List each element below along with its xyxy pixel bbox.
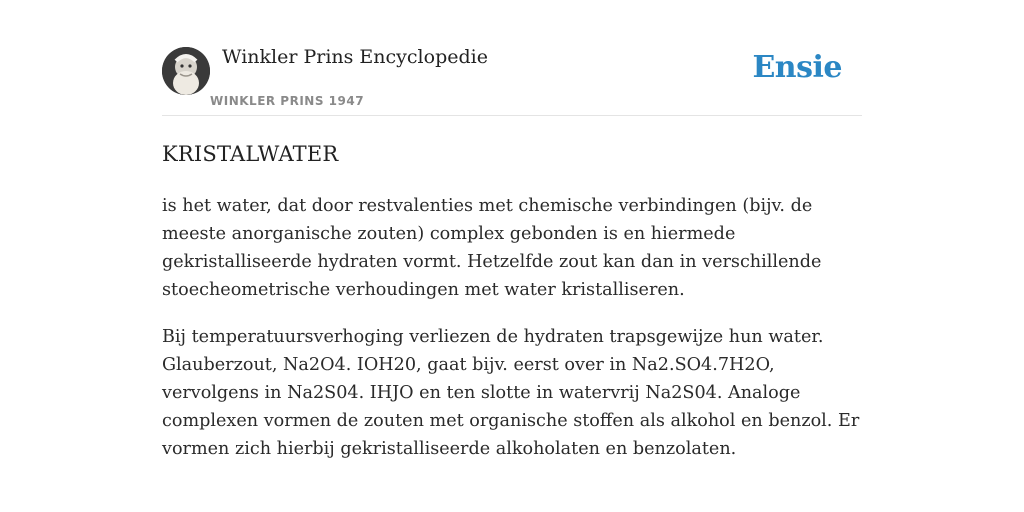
entry-header <box>162 40 862 116</box>
edition-label[interactable]: WINKLER PRINS 1947 <box>210 94 365 108</box>
book-title-link[interactable]: Winkler Prins Encyclopedie <box>222 46 488 68</box>
entry-paragraph-1: is het water, dat door restvalenties met chemische verbindingen (bijv. de meeste anorganische zouten) complex gebonden is en hiermede gekristalliseerde hydraten vormt. Hetzelfde zout kan dan in verschillende stoecheometrische verhoudingen met water kristalliseren. <box>162 196 822 300</box>
entry-paragraph-2: Bij temperatuursverhoging verliezen de hydraten trapsgewijze hun water. Glauberzout, Na2O4. IOH20, gaat bijv. eerst over in Na2.SO4.7H2O, vervolgens in Na2S04. IHJO en ten slotte in watervrij Na2S04. Analoge complexen vormen de zouten met organische stoffen als alkohol en benzol. Er vormen zich hierbij gekristalliseerde alkoholaten en benzolaten. <box>162 327 860 459</box>
author-avatar-icon[interactable] <box>162 47 210 95</box>
entry-title: KRISTALWATER <box>162 142 339 166</box>
entry-body <box>162 192 862 463</box>
entry-card <box>162 40 862 463</box>
ensie-logo-link[interactable]: Ensie <box>752 50 842 85</box>
